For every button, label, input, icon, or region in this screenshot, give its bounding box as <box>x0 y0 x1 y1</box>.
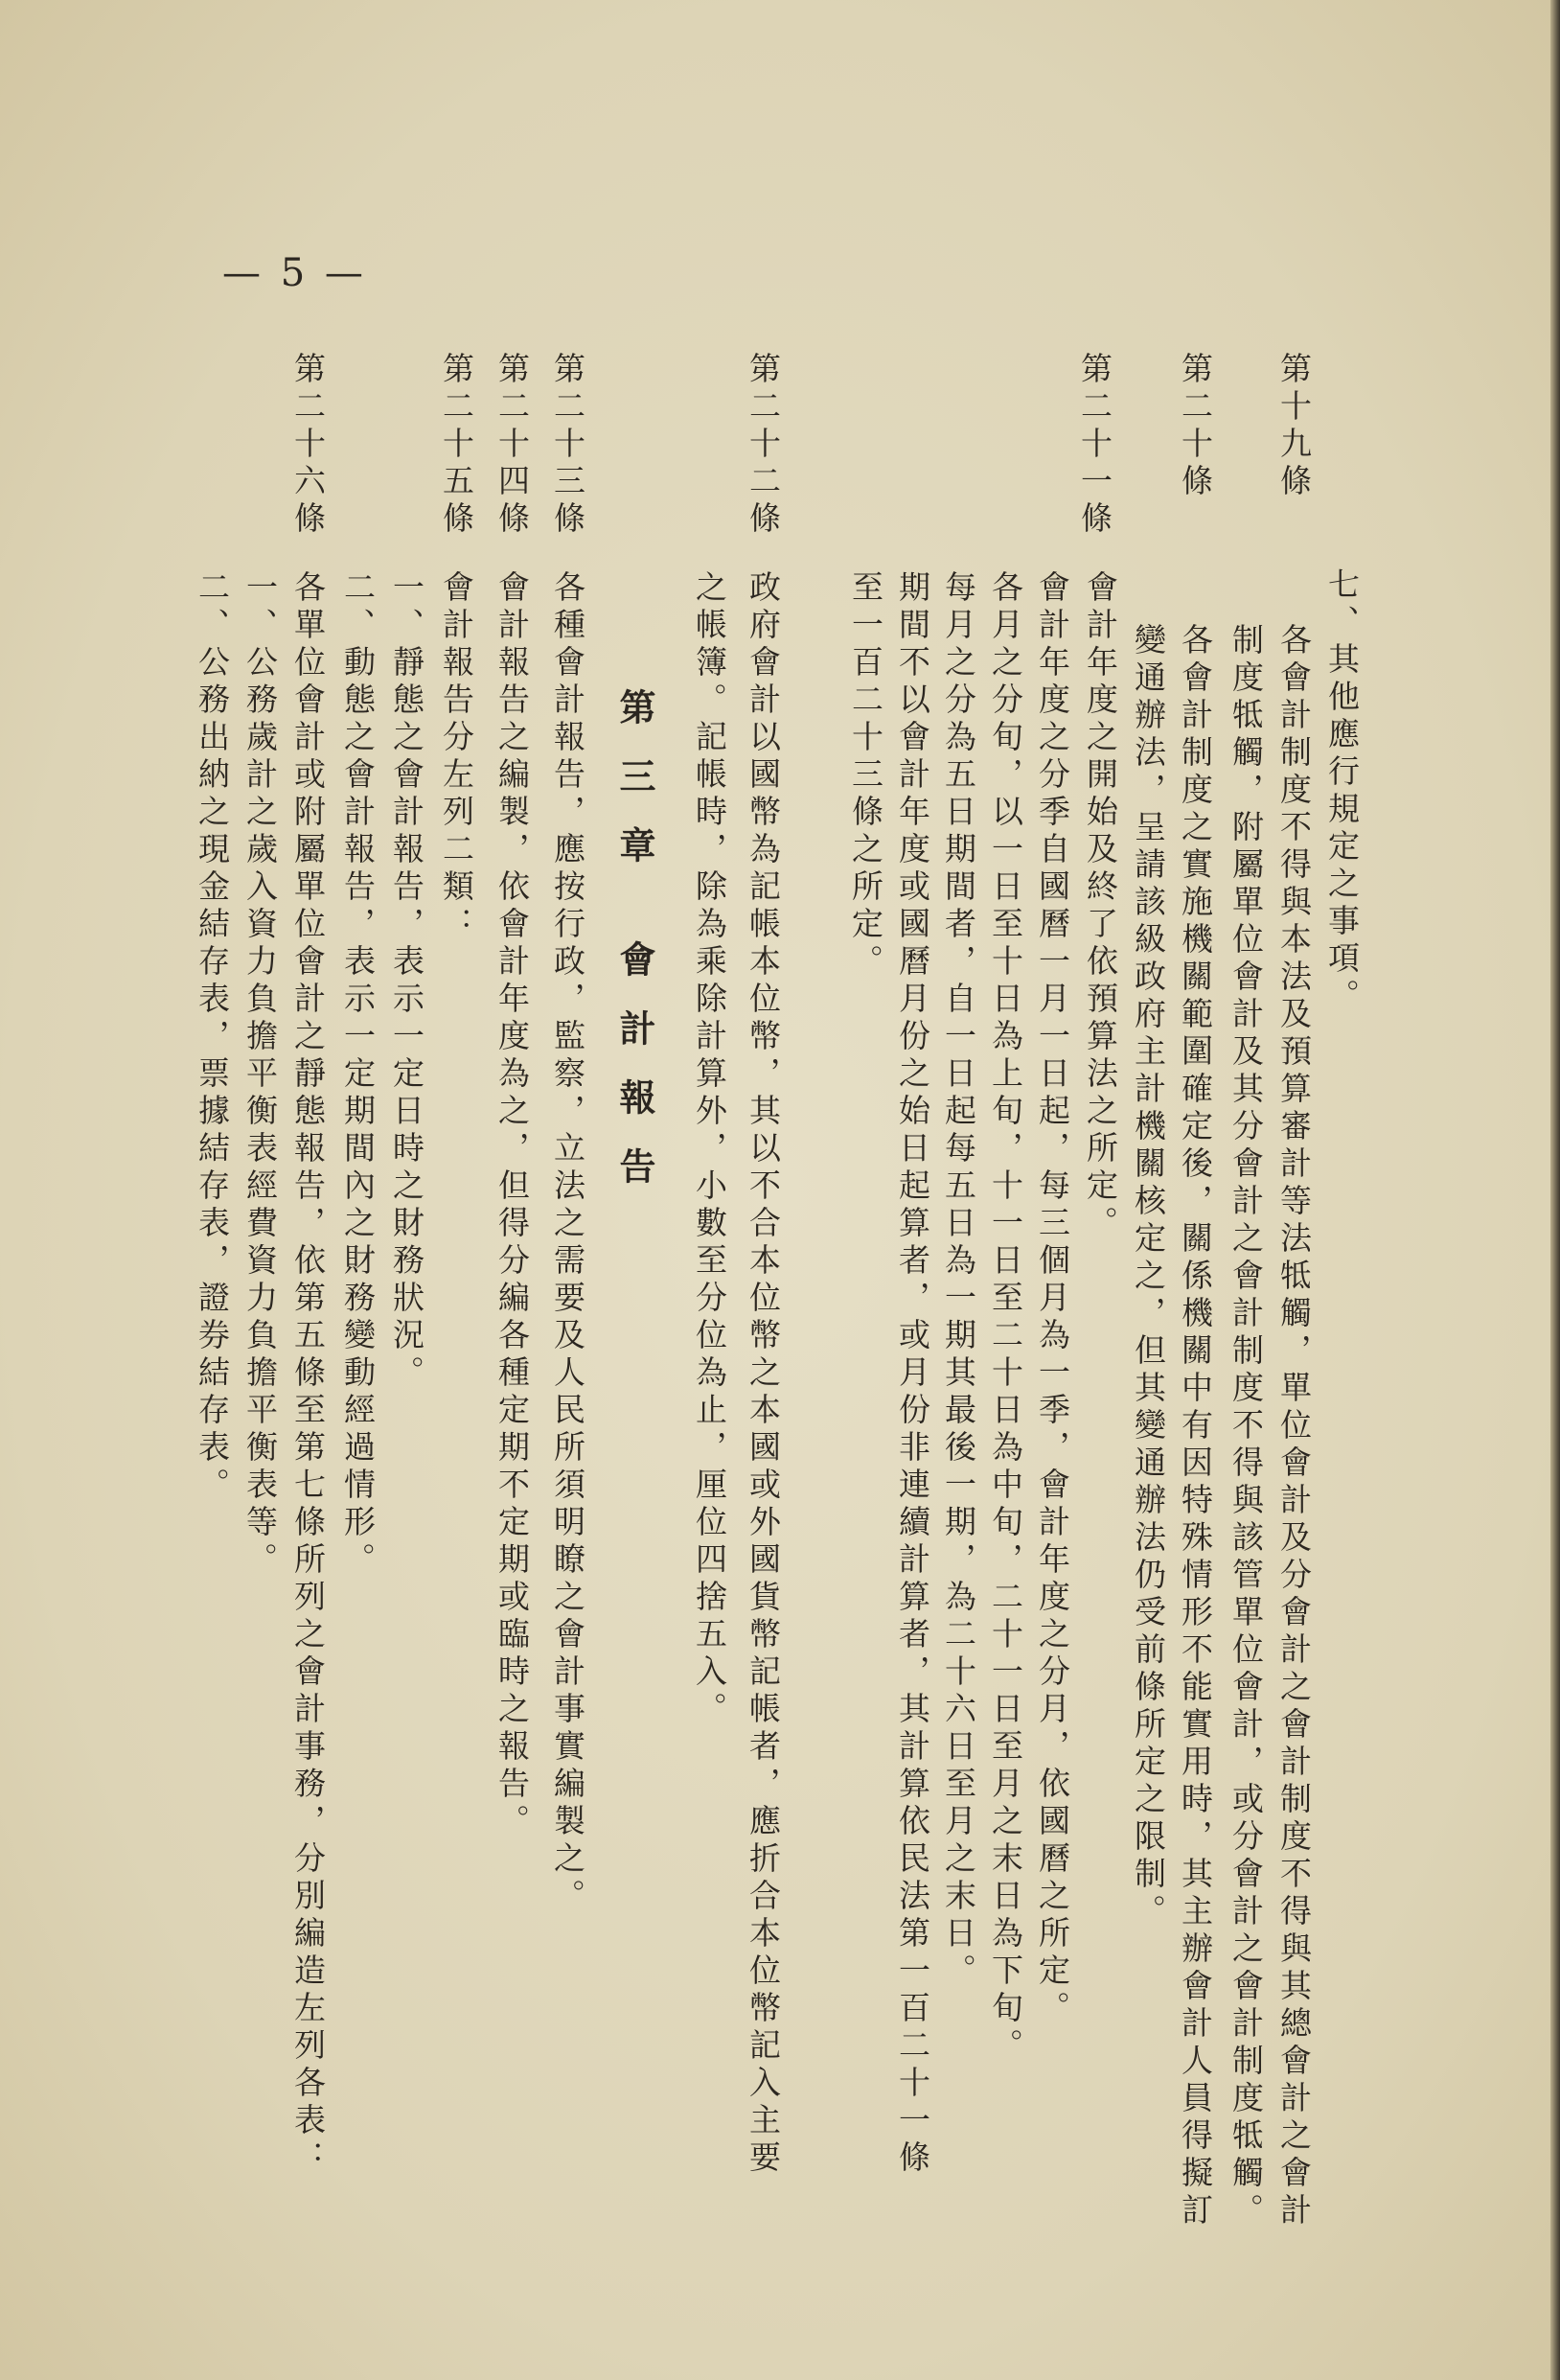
article-text: 會計報告之編製，依會計年度為之，但得分編各種定期不定期或臨時之報告。 <box>493 570 531 1841</box>
list-item: 一、公務歲計之歲入資力負擔平衡表經費資力負擔平衡表等。 <box>241 570 279 1580</box>
article-text: 之帳簿。記帳時，除為乘除計算外，小數至分位為止，厘位四捨五入。 <box>691 570 728 1729</box>
page-number: — 5 — <box>222 251 367 295</box>
article-label: 第二十二條 <box>745 352 782 539</box>
article-text: 制度牴觸，附屬單位會計及其分會計之會計制度不得與該管單位會計，或分會計之會計制度牴觸。 <box>1227 623 1265 2230</box>
clause-text: 七、其他應行規定之事項。 <box>1323 567 1361 1016</box>
page-edge <box>1550 0 1560 2380</box>
article-text: 至一百二十三條之所定。 <box>847 570 884 982</box>
article-label: 第二十五條 <box>438 352 475 539</box>
chapter-heading: 第三章 會計報告 <box>613 688 656 1217</box>
list-item: 二、公務出納之現金結存表，票據結存表，證券結存表。 <box>194 570 231 1505</box>
article-label: 第二十三條 <box>549 352 586 539</box>
article-label: 第二十六條 <box>289 352 327 539</box>
article-text: 每月之分為五日期間者，自一日起每五日為一期其最後一期，為二十六日至月之末日。 <box>940 570 977 1991</box>
article-text: 政府會計以國幣為記帳本位幣，其以不合本位幣之本國或外國貨幣記帳者，應折合本位幣記入主要 <box>745 570 782 2178</box>
article-text: 各單位會計或附屬單位會計之靜態報告，依第五條至第七條所列之會計事務，分別編造左列各表： <box>289 570 327 2178</box>
article-text: 各會計制度之實施機關範圍確定後，關係機關中有因特殊情形不能實用時，其主辦會計人員得擬訂 <box>1177 623 1214 2230</box>
article-label: 第二十四條 <box>493 352 531 539</box>
article-label: 第二十條 <box>1177 352 1214 501</box>
article-label: 第二十一條 <box>1076 352 1113 539</box>
article-text: 會計年度之分季自國曆一月一日起，每三個月為一季，會計年度之分月，依國曆之所定。 <box>1034 570 1071 2028</box>
list-item: 一、靜態之會計報告，表示一定日時之財務狀況。 <box>388 570 425 1393</box>
article-label: 第十九條 <box>1275 352 1313 501</box>
article-text: 會計報告分左列二類： <box>438 570 475 944</box>
article-text: 變通辦法，呈請該級政府主計機關核定之，但其變通辦法仍受前條所定之限制。 <box>1130 623 1167 1931</box>
article-text: 各月之分旬，以一日至十日為上旬，十一日至二十日為中旬，二十一日至月之末日為下旬。 <box>987 570 1024 2066</box>
article-text: 期間不以會計年度或國曆月份之始日起算者，或月份非連續計算者，其計算依民法第一百二十一條 <box>894 570 931 2178</box>
list-item: 二、動態之會計報告，表示一定期間內之財務變動經過情形。 <box>339 570 377 1580</box>
article-text: 各種會計報告，應按行政，監察，立法之需要及人民所須明瞭之會計事實編製之。 <box>549 570 586 1916</box>
article-text: 會計年度之開始及終了依預算法之所定。 <box>1082 570 1119 1243</box>
article-text: 各會計制度不得與本法及預算審計等法牴觸，單位會計及分會計之會計制度不得與其總會計之會計 <box>1275 623 1313 2230</box>
